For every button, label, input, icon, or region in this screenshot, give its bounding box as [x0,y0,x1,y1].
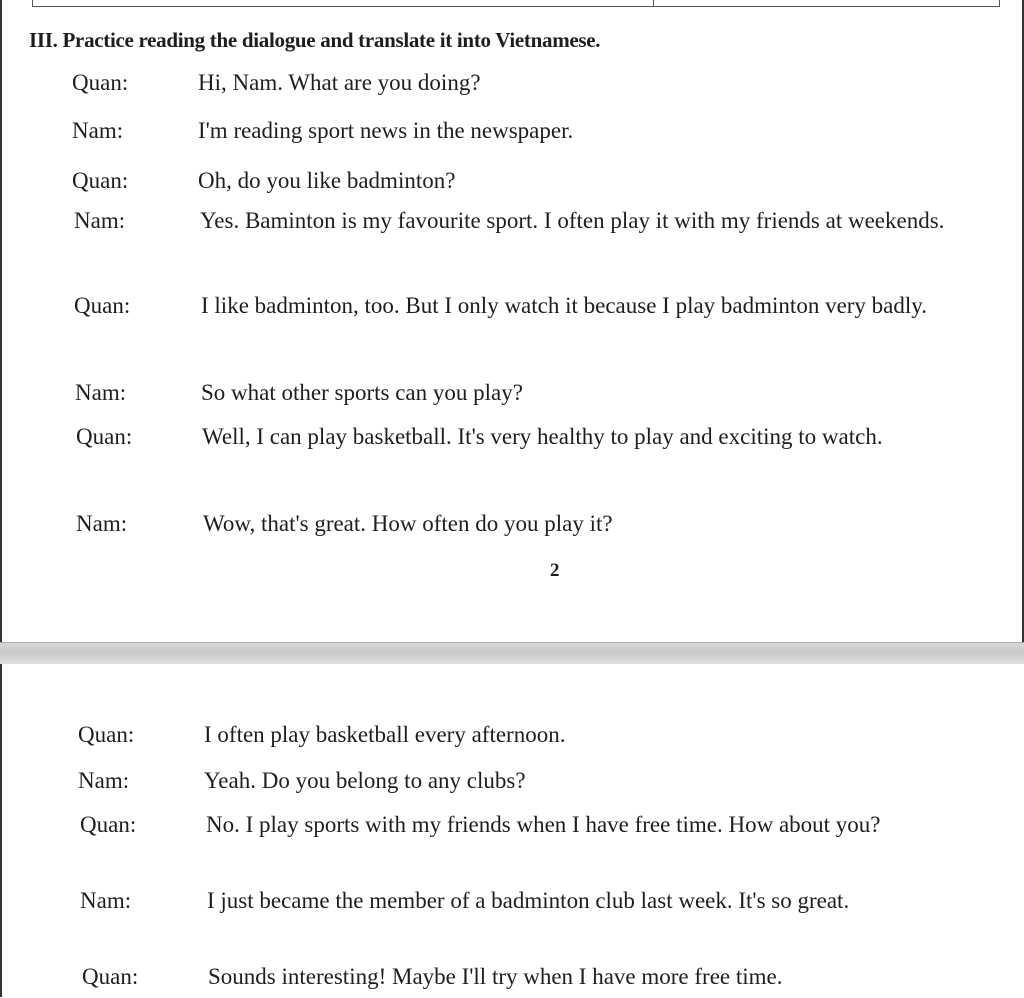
page-separator [0,642,1024,665]
speaker-label: Quan: [72,70,129,95]
top-table-border [32,0,1000,7]
speaker-label: Nam: [80,888,132,913]
speaker-label: Quan: [78,722,135,747]
dialogue-text: I often play basketball every afternoon. [204,722,566,747]
dialogue-text: Sounds interesting! Maybe I'll try when I have more free time. [208,964,783,989]
speaker-label: Nam: [72,118,124,143]
dialogue-text: I'm reading sport news in the newspaper. [198,118,574,143]
dialogue-text: Yeah. Do you belong to any clubs? [204,768,526,793]
page-number: 2 [550,560,560,581]
speaker-label: Nam: [75,380,127,405]
document-page-2 [0,664,1024,997]
speaker-label: Quan: [82,964,139,989]
exercise-heading: III. Practice reading the dialogue and translate it into Vietnamese. [29,28,601,52]
dialogue-text: I like badminton, too. But I only watch it because I play badminton very badly. [201,293,928,318]
dialogue-text: So what other sports can you play? [201,380,523,405]
speaker-label: Nam: [78,768,130,793]
speaker-label: Quan: [74,293,131,318]
dialogue-text: Well, I can play basketball. It's very healthy to play and exciting to watch. [202,424,883,449]
speaker-label: Quan: [80,812,137,837]
speaker-label: Quan: [72,168,129,193]
speaker-label: Quan: [76,424,133,449]
dialogue-text: Wow, that's great. How often do you play it? [203,511,613,536]
speaker-label: Nam: [74,208,126,233]
speaker-label: Nam: [76,511,128,536]
dialogue-text: No. I play sports with my friends when I have free time. How about you? [206,812,881,837]
dialogue-text: Oh, do you like badminton? [198,168,456,193]
dialogue-text: I just became the member of a badminton club last week. It's so great. [207,888,850,913]
dialogue-text: Hi, Nam. What are you doing? [198,70,481,95]
dialogue-text: Yes. Baminton is my favourite sport. I often play it with my friends at weekends. [200,208,945,233]
